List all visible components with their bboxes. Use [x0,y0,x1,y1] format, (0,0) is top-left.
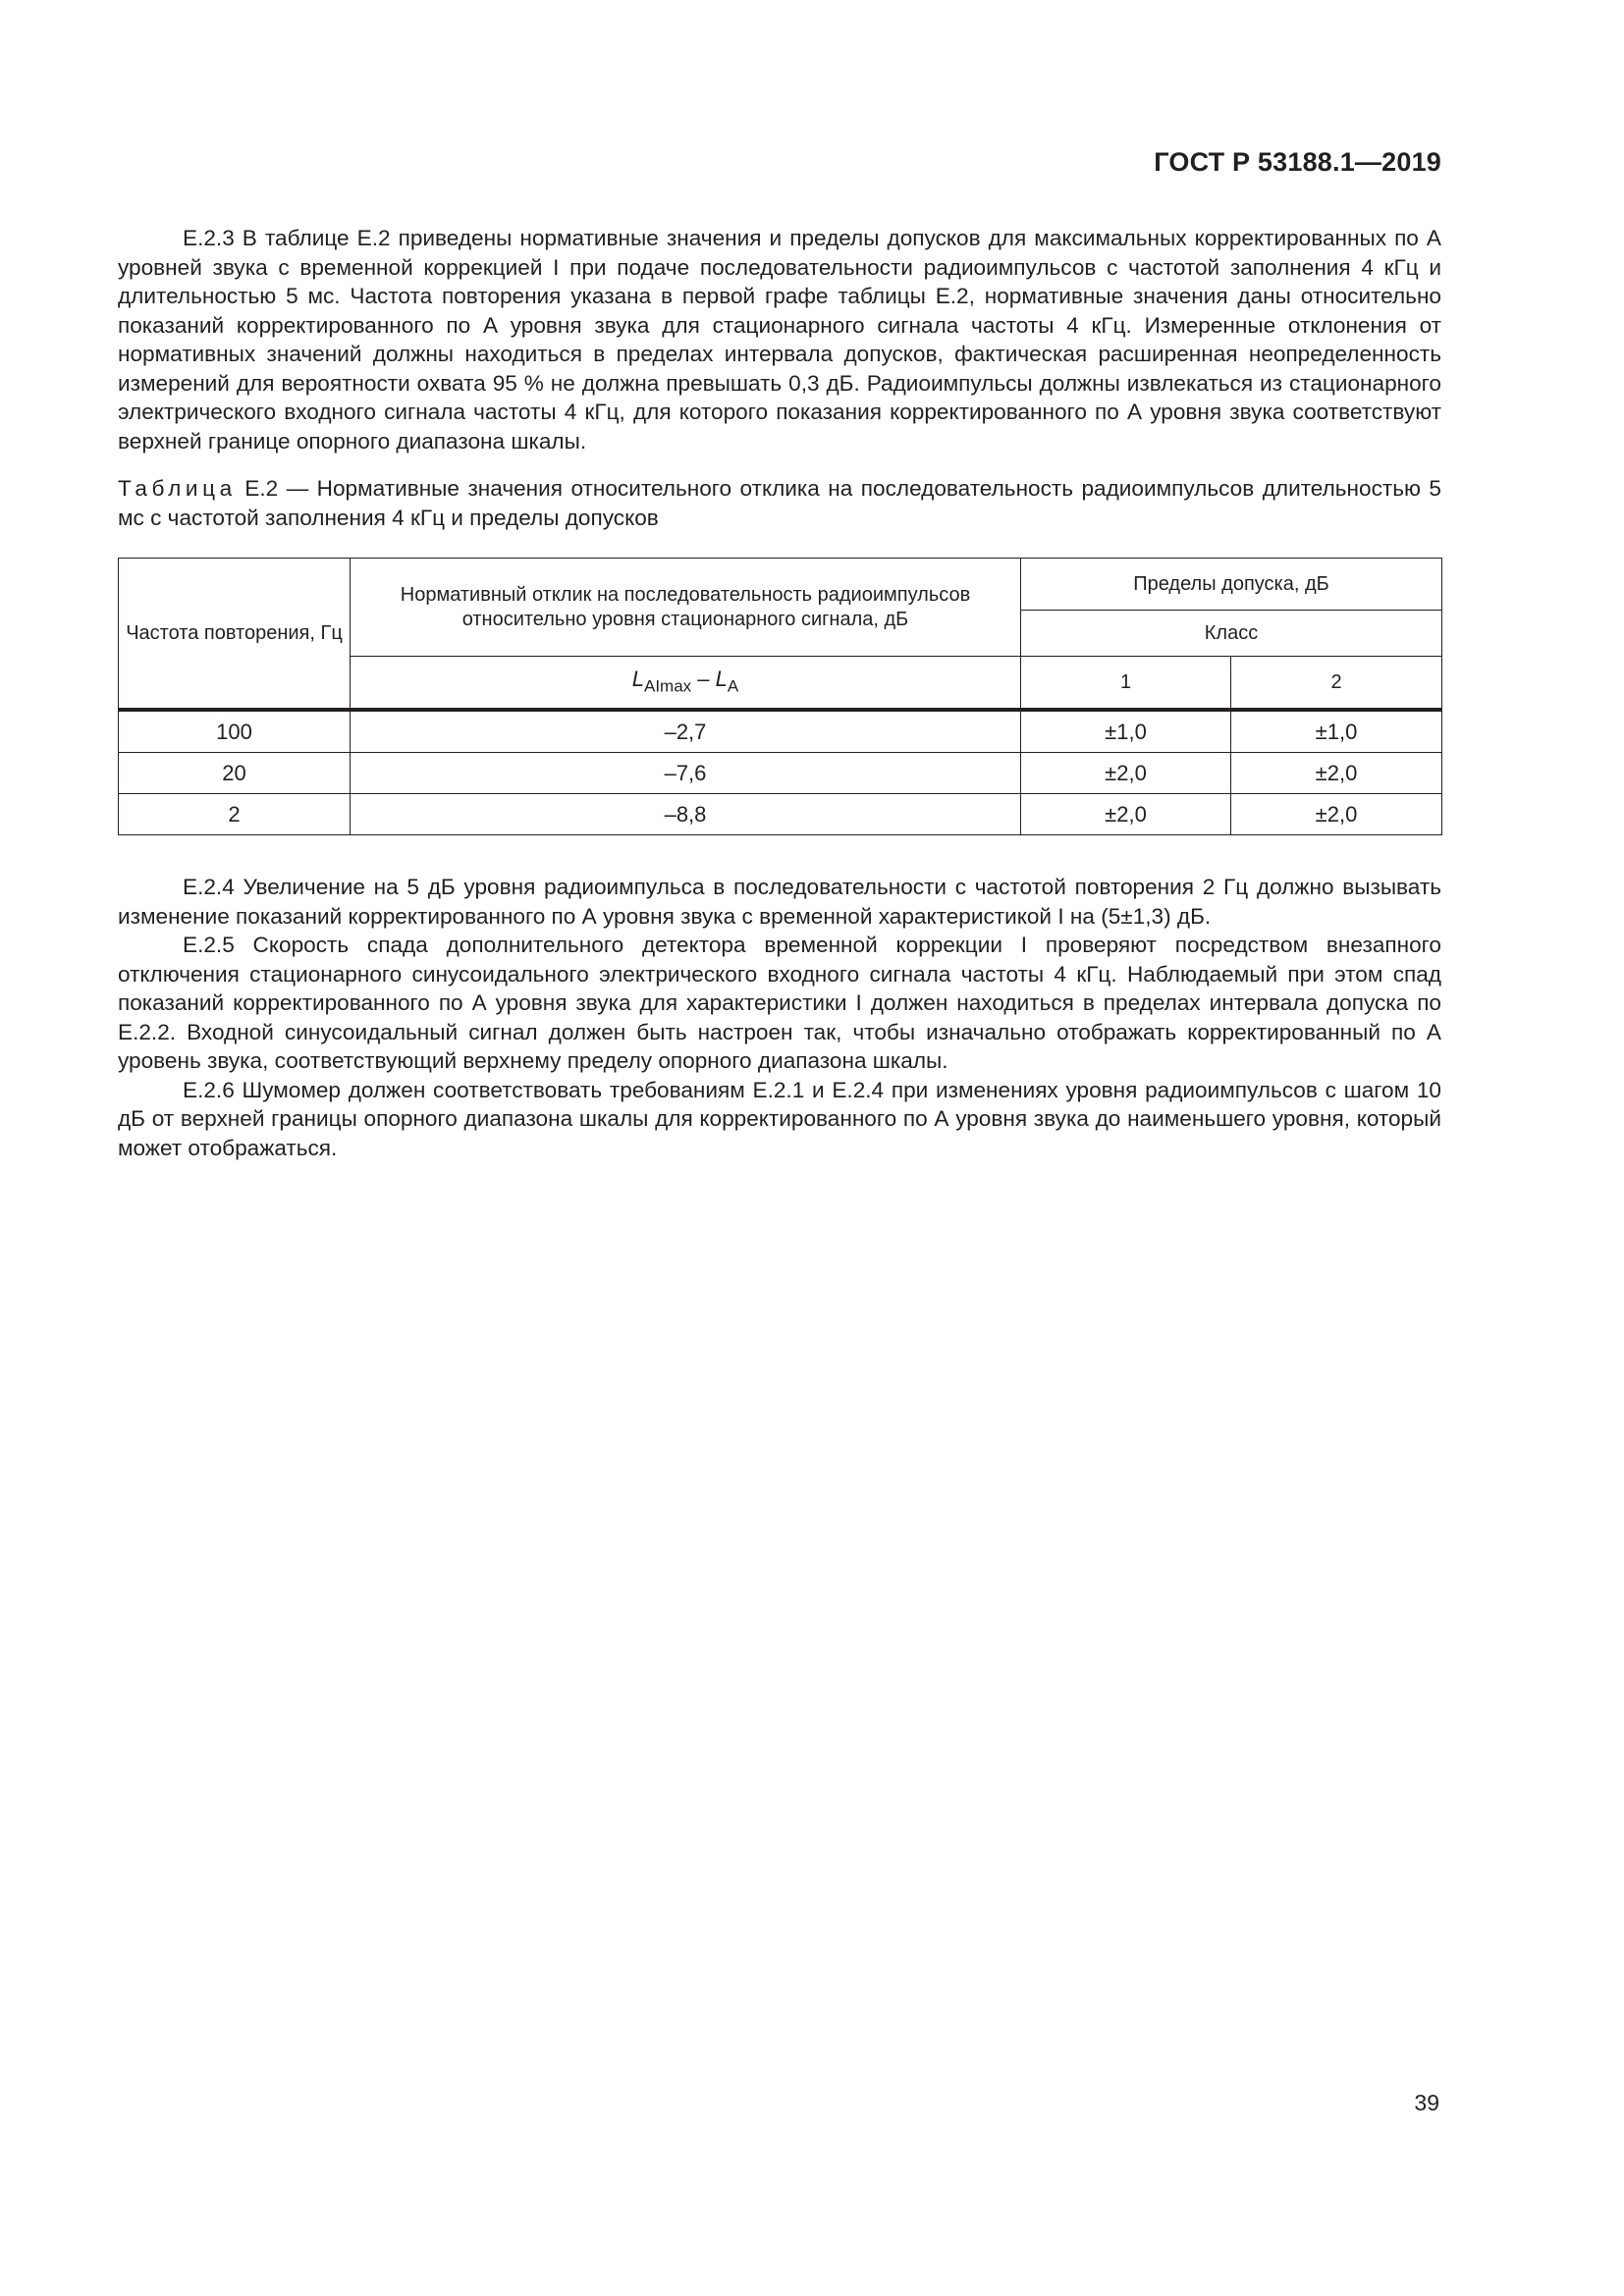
cell-tolerance-class-2: ±1,0 [1231,710,1442,753]
document-id-header: ГОСТ Р 53188.1—2019 [1154,147,1441,177]
formula-sub2: A [727,676,739,696]
formula-minus: – [691,666,716,691]
cell-response: –8,8 [351,794,1021,835]
header-normative-response: Нормативный отклик на последовательность радиоимпульсов относительно уровня стационарного сигнала, дБ [351,559,1021,657]
formula-l2: L [715,666,728,691]
paragraphs-after-table [118,873,1441,1162]
table-row [119,794,1442,835]
table-caption [118,474,1441,532]
header-class: Класс [1021,611,1442,657]
table-row [119,710,1442,753]
table-caption-label: Таблица [118,476,237,501]
cell-frequency: 100 [119,710,351,753]
cell-frequency: 2 [119,794,351,835]
cell-tolerance-class-2: ±2,0 [1231,753,1442,794]
header-formula [351,657,1021,711]
formula-sub1: AImax [644,676,692,696]
header-tolerance-limits: Пределы допуска, дБ [1021,559,1442,611]
cell-tolerance-class-2: ±2,0 [1231,794,1442,835]
paragraph-e25: Е.2.5 Скорость спада дополнительного детектора временной коррекции I проверяют посредством внезапного отключения стационарного синусоидального электрического входного сигнала частоты 4 кГц. Наблюдаемый при этом спад показаний корректированного по А уровня звука для характеристики I должен находиться в пределах интервала допуска по Е.2.2. Входной синусоидальный сигнал должен быть настроен так, чтобы изначально отображать корректированный по А уровень звука, соответствующий верхнему пределу опорного диапазона шкалы. [118,933,1441,1073]
header-class-1: 1 [1021,657,1231,711]
paragraph-e24: Е.2.4 Увеличение на 5 дБ уровня радиоимпульса в последовательности с частотой повторения 2 Гц должно вызывать изменение показаний корректированного по А уровня звука с временной характеристикой I на (5±1,3) дБ. [118,875,1441,929]
paragraph-e23: Е.2.3 В таблице Е.2 приведены нормативные значения и пределы допусков для максимальных корректированных по А уровней звука с временной коррекцией I при подаче последовательности радиоимпульсов с частотой заполнения 4 кГц и длительностью 5 мс. Частота повторения указана в первой графе таблицы Е.2, нормативные значения даны относительно показаний корректированного по А уровня звука для стационарного сигнала частоты 4 кГц. Измеренные отклонения от нормативных значений должны находиться в пределах интервала допусков, фактическая расширенная неопределенность измерений для вероятности охвата 95 % не должна превышать 0,3 дБ. Радиоимпульсы должны извлекаться из стационарного электрического входного сигнала частоты 4 кГц, для которого показания корректированного по А уровня звука соответствуют верхней границе опорного диапазона шкалы. [118,226,1441,454]
paragraph-e26: Е.2.6 Шумомер должен соответствовать требованиям Е.2.1 и Е.2.4 при изменениях уровня радиоимпульсов с шагом 10 дБ от верхней границы опорного диапазона шкалы для корректированного по А уровня звука до наименьшего уровня, который может отображаться. [118,1077,1441,1160]
cell-response: –7,6 [351,753,1021,794]
cell-frequency: 20 [119,753,351,794]
cell-tolerance-class-1: ±2,0 [1021,794,1231,835]
cell-tolerance-class-1: ±2,0 [1021,753,1231,794]
header-class-2: 2 [1231,657,1442,711]
cell-tolerance-class-1: ±1,0 [1021,710,1231,753]
table-row [119,753,1442,794]
formula-l1: L [631,666,644,691]
header-frequency: Частота повторения, Гц [119,559,351,711]
page-content [118,224,1441,1162]
page-number: 39 [1414,2090,1439,2115]
tolerance-table [118,558,1442,835]
table-caption-text: Е.2 — Нормативные значения относительного отклика на последовательность радиоимпульсов длительностью 5 мс с частотой заполнения 4 кГц и пределы допусков [118,476,1441,530]
cell-response: –2,7 [351,710,1021,753]
